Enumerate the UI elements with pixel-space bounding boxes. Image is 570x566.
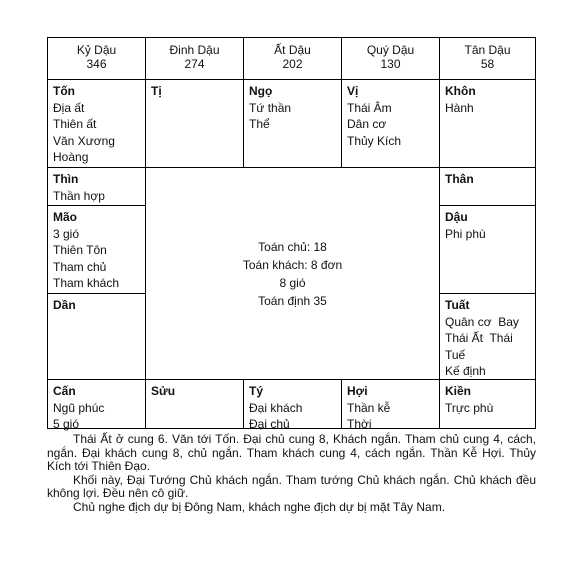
palace-dau xyxy=(440,206,536,294)
palace-line: Kế định xyxy=(445,364,486,378)
header-name: Đinh Dậu xyxy=(169,43,220,57)
palace-title: Tốn xyxy=(53,84,75,98)
center-line: 8 gió xyxy=(279,275,306,290)
palace-line: Thời xyxy=(347,417,372,431)
palace-title: Mão xyxy=(53,210,77,224)
palace-line: Thần kễ xyxy=(347,400,391,415)
palace-title: Hợi xyxy=(347,384,368,398)
palace-line: Phi phù xyxy=(445,226,486,241)
palace-line: 3 gió xyxy=(53,226,80,241)
palace-than xyxy=(440,168,536,206)
palace-title: Vị xyxy=(347,84,359,98)
center-summary xyxy=(146,168,440,380)
palace-line: Đại khách xyxy=(249,400,303,415)
note-paragraph: Thái Ất ở cung 6. Văn tới Tốn. Đại chủ cung 8, Khách ngắn. Tham chủ cung 4, cách, ngắn. Đại khách cung 8, chủ ngắn. Tham khách cung 4, cách ngắn. Thần Kễ Hợi. Thủy Kích tới Thiên Đạo. xyxy=(47,432,536,473)
palace-title: Khôn xyxy=(445,84,476,98)
palace-line: Thể xyxy=(249,117,270,131)
header-cell xyxy=(48,38,146,80)
palace-ton xyxy=(48,80,146,168)
palace-line: Tuế xyxy=(445,347,466,362)
center-text xyxy=(243,238,342,310)
palace-title: Thìn xyxy=(53,172,79,186)
header-name: Tân Dậu xyxy=(464,43,511,57)
palace-khon xyxy=(440,80,536,168)
palace-line: Hoàng xyxy=(53,150,89,164)
header-value: 202 xyxy=(282,57,303,71)
palace-line: Văn Xương xyxy=(53,133,115,148)
header-name: Ất Dậu xyxy=(274,43,311,57)
palace-title: Cấn xyxy=(53,384,76,398)
palace-title: Thân xyxy=(445,172,474,186)
palace-title: Dần xyxy=(53,298,76,312)
palace-tuat xyxy=(440,294,536,380)
palace-line: 5 gió xyxy=(53,417,80,431)
header-cell xyxy=(146,38,244,80)
palace-line: Đại chủ xyxy=(249,417,290,431)
palace-ngo xyxy=(244,80,342,168)
header-cell xyxy=(440,38,536,80)
header-value: 346 xyxy=(86,57,107,71)
palace-title: Ngọ xyxy=(249,84,273,98)
palace-line: Hành xyxy=(445,100,474,115)
palace-line: Thái Ất Thái xyxy=(445,331,513,345)
palace-line: Tham chủ xyxy=(53,259,107,274)
palace-title: Kiền xyxy=(445,384,472,398)
palace-line: Thiên Tôn xyxy=(53,243,107,257)
palace-dan xyxy=(48,294,146,380)
palace-line: Địa ất xyxy=(53,100,85,115)
palace-vi xyxy=(342,80,440,168)
palace-title: Tị xyxy=(151,84,162,98)
header-cell xyxy=(244,38,342,80)
note-paragraph: Chủ nghe địch dự bị Đông Nam, khách nghe địch dự bị mặt Tây Nam. xyxy=(73,499,446,514)
palace-hoi xyxy=(342,380,440,429)
center-line: Toán chủ: 18 xyxy=(258,239,327,254)
palace-line: Dân cơ xyxy=(347,117,387,131)
palace-mao xyxy=(48,206,146,294)
palace-line: Thần hợp xyxy=(53,188,105,203)
palace-line: Ngũ phúc xyxy=(53,400,105,415)
palace-title: Sửu xyxy=(151,384,176,398)
header-value: 274 xyxy=(184,57,205,71)
palace-suu xyxy=(146,380,244,429)
palace-line: Tham khách xyxy=(53,276,120,290)
palace-title: Tý xyxy=(249,384,264,398)
note-paragraph: Khối này, Đại Tướng Chủ khách ngắn. Tham tướng Chủ khách ngắn. Chủ khách đều không lợi. Đều nên cô giữ. xyxy=(47,472,536,500)
palace-line: Trực phù xyxy=(445,400,494,415)
palace-title: Tuất xyxy=(445,298,470,312)
palace-line: Thái Âm xyxy=(347,100,392,115)
palace-ty xyxy=(244,380,342,429)
header-cell xyxy=(342,38,440,80)
palace-kien xyxy=(440,380,536,429)
palace-thin xyxy=(48,168,146,206)
palace-can xyxy=(48,380,146,429)
center-line: Toán khách: 8 đơn xyxy=(242,257,343,272)
notes xyxy=(47,433,536,514)
palace-line: Quân cơ Bay xyxy=(445,314,519,329)
palace-line: Tứ thần xyxy=(249,100,292,115)
header-value: 130 xyxy=(380,57,401,71)
palace-ti xyxy=(146,80,244,168)
center-line: Toán định 35 xyxy=(258,293,327,308)
palace-line: Thiên ất xyxy=(53,117,97,131)
header-value: 58 xyxy=(480,57,495,71)
header-name: Quý Dậu xyxy=(366,43,415,57)
header-name: Kỷ Dậu xyxy=(76,43,117,57)
palace-grid xyxy=(47,37,536,429)
palace-title: Dậu xyxy=(445,210,468,224)
palace-line: Thủy Kích xyxy=(347,133,402,148)
